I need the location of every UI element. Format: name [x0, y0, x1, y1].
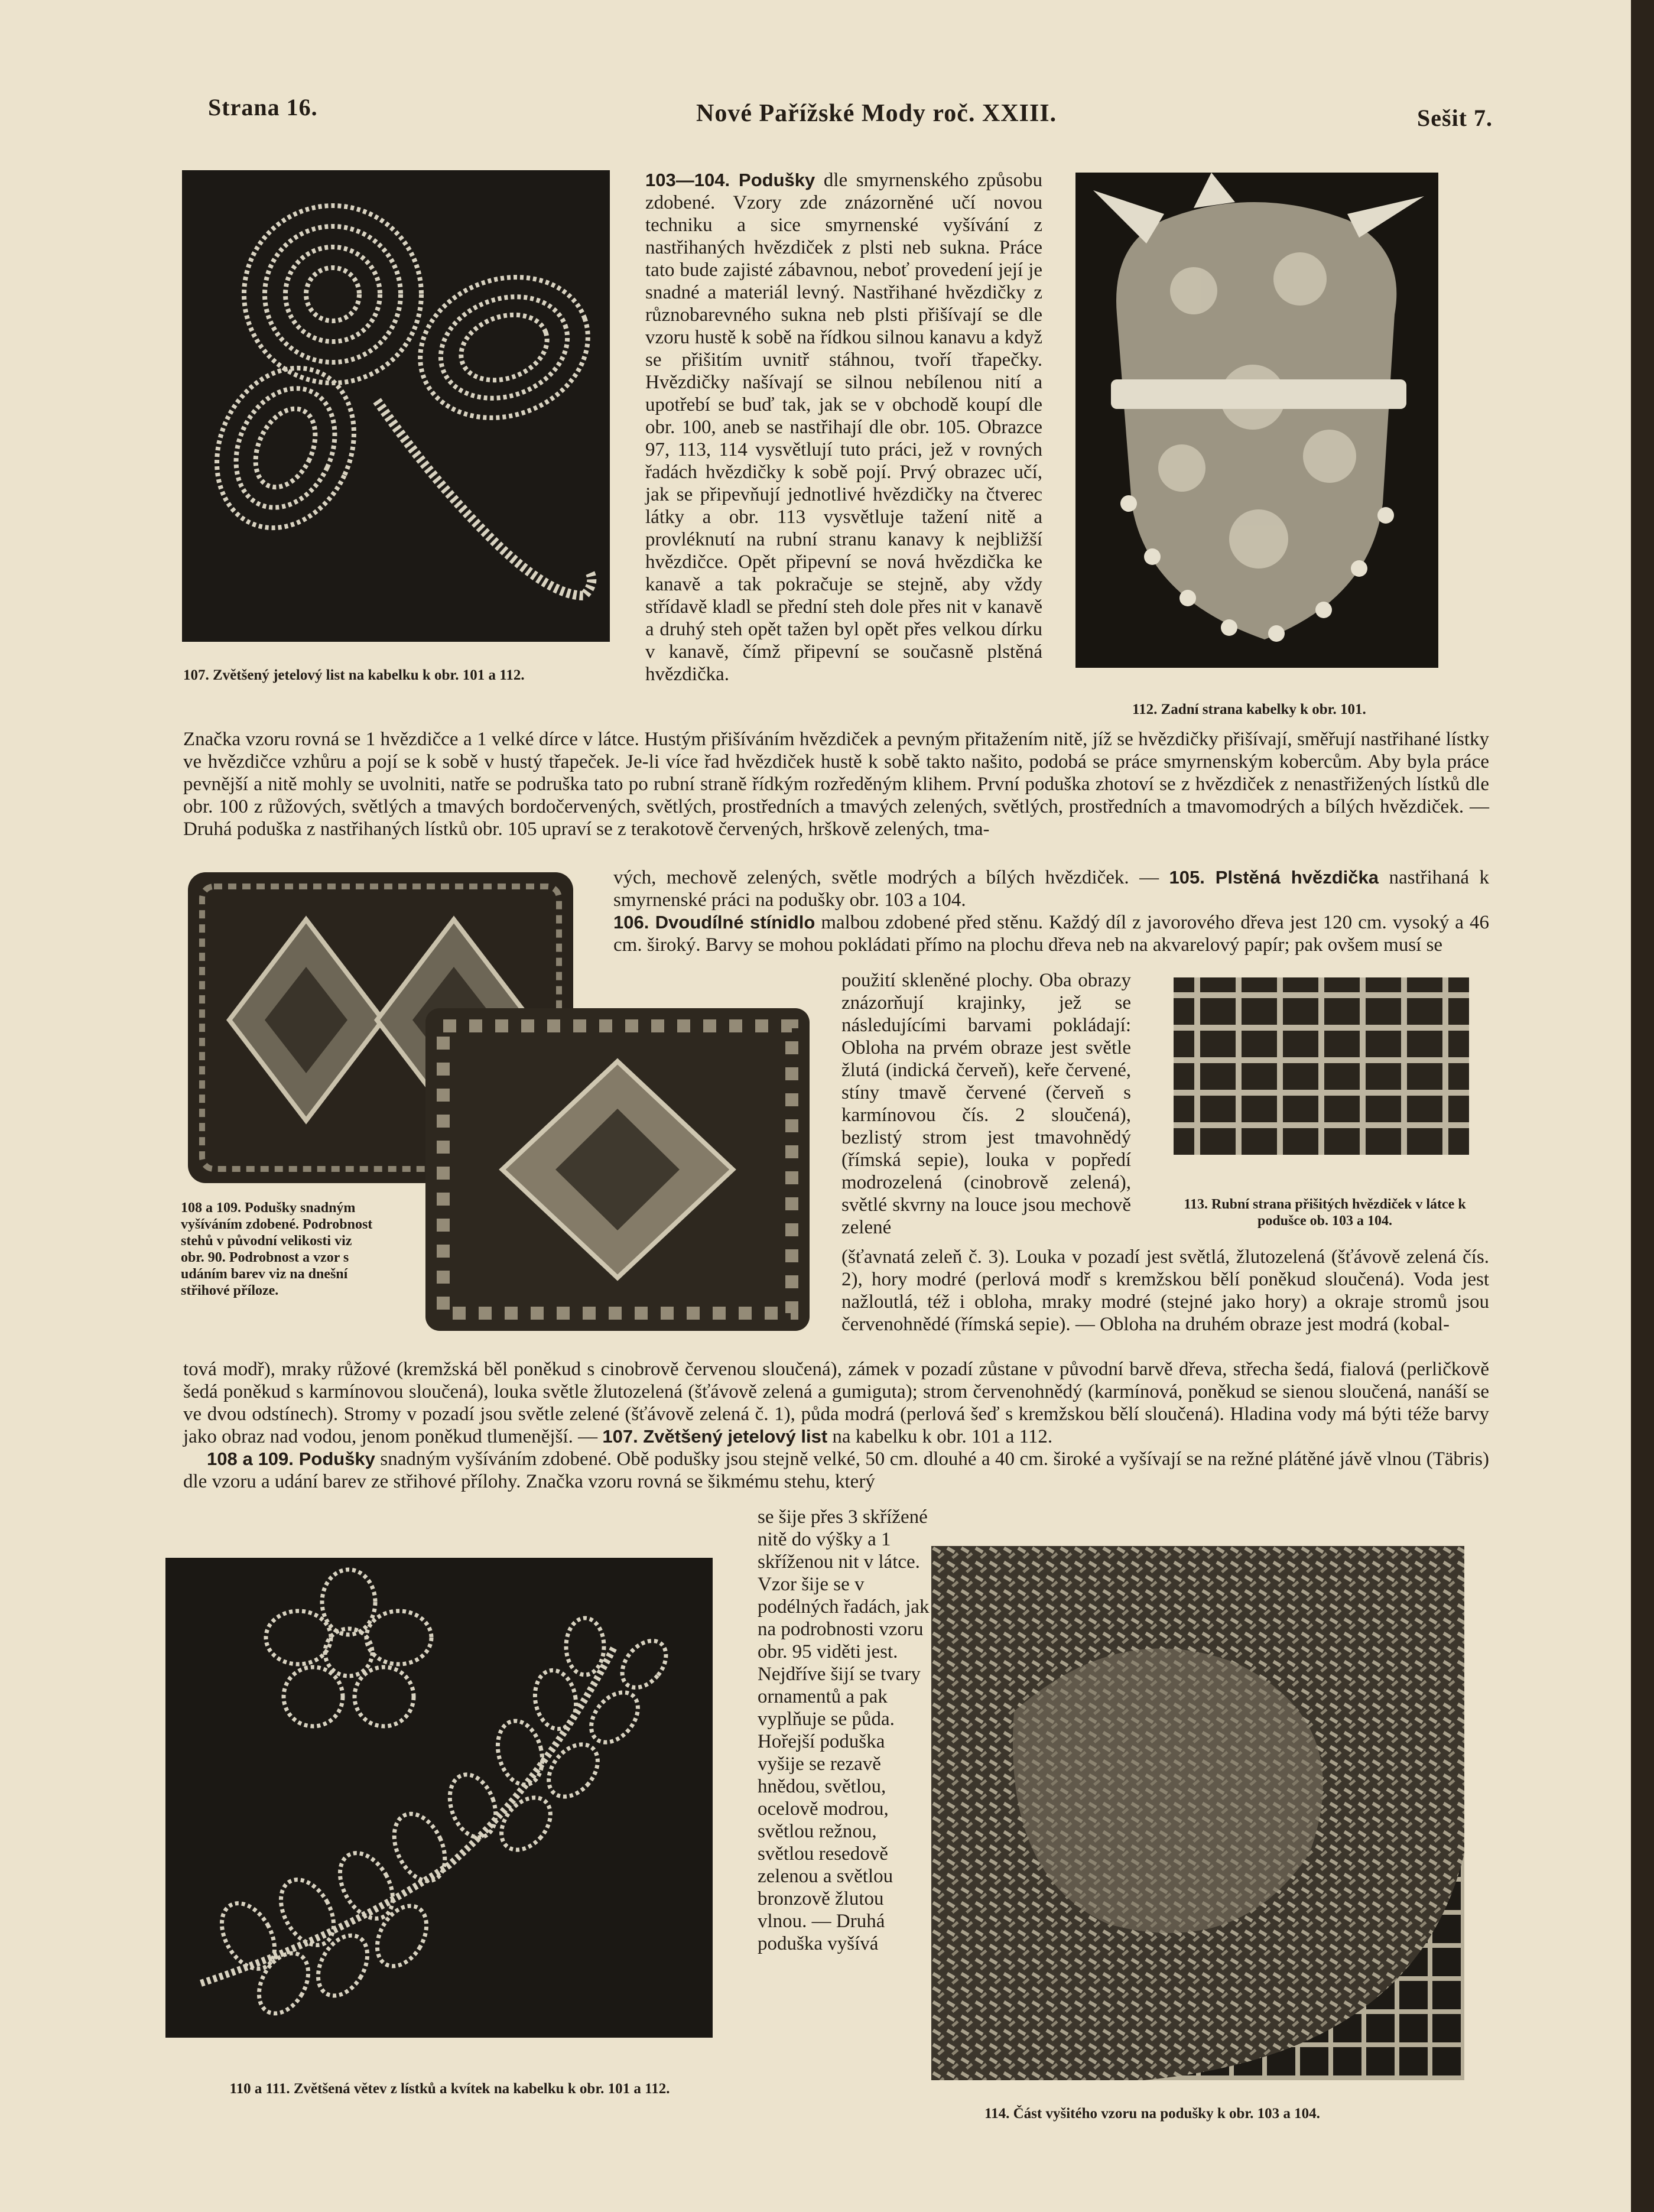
- heading-103-104: 103—104. Podušky: [645, 170, 815, 190]
- branch-flower-photo: [165, 1558, 713, 2038]
- text-mid-right-1: vých, mechově zelených, světle modrých a bílých hvězdiček. —: [613, 867, 1159, 888]
- stars-back-illustration: [1174, 977, 1469, 1155]
- issue-number: Sešit 7.: [1417, 105, 1493, 131]
- magazine-title: Nové Pařížské Mody roč. XXIII.: [696, 100, 1057, 127]
- caption-fig114: 114. Část vyšitého vzoru na podušky k obr. 103 a 104.: [984, 2106, 1320, 2122]
- embroidered-pattern-photo: [931, 1546, 1464, 2080]
- text-105: nastřihaná k smyrnenské práci na podušky obr. 103 a 104.: [613, 867, 1490, 911]
- text-106: malbou zdobené před stěnu. Každý díl z javorového dřeva jest 120 cm. vysoký a 46 cm. široký. Barvy se mohou pokládati přímo na plochu dřeva neb na akvarelový papír; pak ovšem musí se: [613, 912, 1489, 956]
- purse-back-photo: [1075, 173, 1438, 668]
- paragraph-narrow: použití skleněné plochy. Oba obrazy znázorňují krajinky, jež se následujícími barvami pokládají: Obloha na prvém obraze jest světle žlutá (indická červeň), keře červené, stíny tmavě červené (červeň s karmínovou čís. 2 sloučená), bezlistý strom jest tmavohnědý (římská sepie), louka v popředí modrozelená (cinobrově zelená), světlé skvrny na louce jsou mechově zelené: [841, 970, 1131, 1238]
- article-col-top: [645, 169, 1042, 686]
- caption-fig110-111: 110 a 111. Zvětšená větev z lístků a kvítek na kabelku k obr. 101 a 112.: [229, 2081, 670, 2097]
- article-mid-right: [613, 866, 1489, 956]
- book-spine: [1631, 0, 1654, 2212]
- caption-fig108-109: 108 a 109. Podušky snadným vyšíváním zdobené. Podrobnost stehů v původní velikosti viz obr. 90. Podrobnost a vzor s udáním barev viz na dnešní střihové příloze.: [181, 1200, 373, 1298]
- article-full-2: [183, 1358, 1489, 1493]
- heading-105: 105. Plstěná hvězdička: [1169, 867, 1379, 888]
- article-narrow-col: [841, 969, 1131, 1239]
- page-number: Strana 16.: [208, 94, 318, 121]
- branch-flower-illustration: [165, 1558, 713, 2038]
- article-bottom-col: [758, 1506, 935, 1955]
- text-full-2: tová modř), mraky růžové (kremžská běl poněkud s cinobrově červenou sloučená), zámek v pozadí zůstane v původní barvě dřeva, střecha šedá, fialová (perličkově šedá poněkud s karmínovou sloučená), louka světle žlutozelená (šťávově zelená a gumiguta); strom červenohnědý (karmínová, poněkud se sienou sloučená, nanáší se ve dvou odstínech). Stromy v pozadí jsou světle zelené (šťávově zelená č. 1), půda modrá (perlová šeď s kremžskou bělí sloučená). Hladina vody má býti téže barvy jako obraz nad vodou, jenom poněkud tlumenější. —: [183, 1359, 1489, 1447]
- article-mid-wide: [841, 1246, 1489, 1336]
- stars-back-photo: [1174, 977, 1469, 1155]
- article-full-1: [183, 728, 1489, 840]
- text-107: na kabelku k obr. 101 a 112.: [832, 1426, 1053, 1447]
- text-108-109: snadným vyšíváním zdobené. Obě podušky jsou stejně velké, 50 cm. dlouhé a 40 cm. široké a vyšívají se na režné plátěné jávě vlnou (Täbris) dle vzoru a udání barev ze střihové přílohy. Značka vzoru rovná se šikmému stehu, který: [183, 1448, 1490, 1492]
- clover-leaf-illustration: [182, 170, 610, 642]
- paragraph-bottom-col: se šije přes 3 skřížené nitě do výšky a 1 skříženou nit v látce. Vzor šije se v podélných řadách, jak na podrobnosti vzoru obr. 95 viděti jest. Nejdříve šijí se tvary ornamentů a pak vyplňuje se půda. Hořejší poduška vyšije se rezavě hnědou, světlou, ocelově modrou, světlou režnou, světlou resedově zelenou a světlou bronzově žlutou vlnou. — Druhá poduška vyšívá: [758, 1506, 930, 1954]
- caption-fig113: 113. Rubní strana přišitých hvězdiček v látce k podušce ob. 103 a 104.: [1184, 1197, 1466, 1229]
- cushion-109-illustration: [425, 1008, 810, 1331]
- heading-106: 106. Dvoudílné stínidlo: [613, 912, 815, 933]
- heading-108-109: 108 a 109. Podušky: [207, 1448, 375, 1469]
- paragraph-full-1: Značka vzoru rovná se 1 hvězdičce a 1 velké dírce v látce. Hustým přišíváním hvězdiček a pevným přitažením nitě, jíž se hvězdičky přišívají, směřují nastřihané lístky ve hvězdičce vzhůru a pojí se k sobě v hustý třapeček. Je-li více řad hvězdiček hustě k sobě takto našito, podobá se práce smyrnenským kobercům. Aby byla práce pevnější a nitě mohly se uvolniti, natře se podruška tato po rubní straně řídkým rozředěným klihem. První poduška zhotoví se z hvězdiček z nenastřižených lístků dle obr. 100 z růžových, světlých a tmavých bordočervených, světlých, prostředních a tmavých zelených, světlých, prostředních a tmavomodrých a bílých hvězdiček. — Druhá poduška z nastřihaných lístků obr. 105 upraví se z terakotově červených, hrškově zelených, tma-: [183, 729, 1489, 840]
- caption-fig112: 112. Zadní strana kabelky k obr. 101.: [1132, 701, 1366, 717]
- clover-leaf-embroidery-photo: [182, 170, 610, 642]
- text-103-104: dle smyrnenského způsobu zdobené. Vzory zde znázorněné učí novou techniku a sice smyrnenské vyšívání z nastřihaných hvězdiček z plsti neb sukna. Práce tato bude zajisté zábavnou, neboť provedení její je snadné a materiál levný. Nastřihané hvězdičky z různobarevného sukna neb plsti přišívají se dle vzoru hustě k sobě na řídkou silnou kanavu a když se přišitím uvnitř stáhnou, tvoří třapečky. Hvězdičky našívají se silnou nebílenou nití a upotřebí se buď tak, jak se v obchodě koupí dle obr. 100, aneb se nastřihají dle obr. 105. Obrazce 97, 113, 114 vysvětlují tuto práci, jež v rovných řadách hvězdičky k sobě pojí. Prvý obrazec učí, jak se připevňují jednotlivé hvězdičky na čtverec látky a obr. 113 vysvětluje tažení nitě a provléknutí na rubní stranu kanavy k nejbližší hvězdičce. Opět připevní se nová hvězdička ke kanavě a tak pokračuje se stejně, aby vždy střídavě kladl se přední steh dole přes nit v kanavě a druhý steh opět tažen byl opět přes velkou dírku v kanavě, čímž připevní se současně plstěná hvězdička.: [645, 170, 1042, 685]
- purse-back-illustration: [1075, 173, 1438, 668]
- heading-107: 107. Zvětšený jetelový list: [602, 1426, 828, 1447]
- cushion-109-photo: [425, 1008, 810, 1331]
- paragraph-mid-wide: (šťavnatá zeleň č. 3). Louka v pozadí jest světlá, žlutozelená (šťávově zelená čís. 2), hory modré (perlová modř s kremžskou bělí poněkud sloučená). Voda jest nažloutlá, též i obloha, mraky modré (stejné jako hory) a okraje stromů jsou červenohnědé (římská sepie). — Obloha na druhém obraze jest modrá (kobal-: [841, 1246, 1489, 1335]
- caption-fig107: 107. Zvětšený jetelový list na kabelku k obr. 101 a 112.: [183, 667, 525, 683]
- embroidered-pattern-illustration: [931, 1546, 1464, 2080]
